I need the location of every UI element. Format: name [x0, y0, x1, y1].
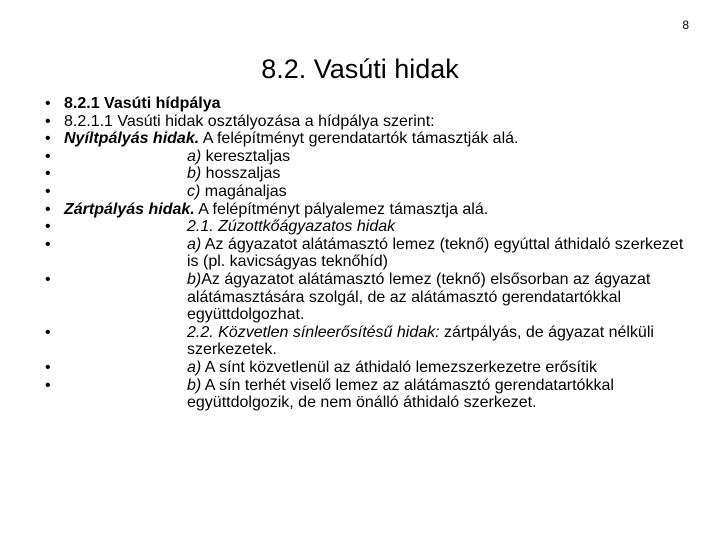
bullet-marker: • — [45, 218, 51, 236]
bullet-marker: • — [45, 147, 51, 165]
item-text: 8.2.1 Vasúti hídpálya — [64, 95, 221, 112]
item-label: 2.2. Közvetlen sínleerősítésű hidak: — [187, 323, 440, 341]
list-item — [0, 113, 720, 131]
item-text: 8.2.1.1 Vasúti hidak osztályozása a hídpálya szerint: — [64, 112, 435, 130]
item-text: magánaljas — [200, 182, 287, 200]
list-item — [0, 201, 720, 219]
page-number: 8 — [682, 18, 689, 32]
page-title: 8.2. Vasúti hidak — [261, 54, 459, 84]
item-text: 2.1. Zúzottkőágyazatos hidak — [187, 218, 396, 236]
bullet-marker: • — [45, 165, 51, 183]
bullet-marker: • — [45, 358, 51, 376]
list-item — [0, 377, 720, 412]
item-text: A felépítményt pályalemez támasztja alá. — [194, 200, 489, 218]
item-label: b) — [187, 270, 202, 288]
item-text: keresztaljas — [201, 147, 291, 165]
list-item — [0, 183, 720, 201]
item-label: a) — [187, 147, 202, 165]
item-text: zártpályás, de ágyazat nélküli szerkezetek. — [187, 323, 654, 359]
list-item — [0, 359, 720, 377]
item-label: c) — [187, 182, 201, 200]
item-text: Az ágyazatot alátámasztó lemez (teknő) egyúttal áthidaló szerkezet is (pl. kavicságyas teknőhíd) — [187, 235, 684, 271]
item-text: A sínt közvetlenül az áthidaló lemezszerkezetre erősítik — [201, 358, 597, 376]
list-item — [0, 324, 720, 359]
bullet-marker: • — [45, 95, 51, 112]
bullet-list — [0, 95, 720, 412]
item-label: a) — [187, 358, 202, 376]
list-item — [0, 271, 720, 324]
item-heading: Nyíltpályás hidak. — [64, 130, 200, 148]
item-text: Az ágyazatot alátámasztó lemez (teknő) elsősorban az ágyazat alátámasztására szolgál, de az alátámasztó gerendatartókkal együttdolgozhat. — [187, 270, 651, 324]
item-text: A sín terhét viselő lemez az alátámasztó gerendatartókkal együttdolgozik, de nem önálló áthidaló szerkezet. — [187, 376, 614, 412]
item-label: a) — [187, 235, 202, 253]
bullet-marker: • — [45, 130, 51, 148]
bullet-marker: • — [45, 200, 51, 218]
list-item — [0, 130, 720, 148]
bullet-marker: • — [45, 235, 51, 253]
item-text: A felépítményt gerendatartók támasztják alá. — [199, 130, 519, 148]
list-item — [0, 218, 720, 236]
list-item — [0, 95, 720, 113]
bullet-marker: • — [45, 270, 51, 288]
bullet-marker: • — [45, 182, 51, 200]
item-label: b) — [187, 376, 202, 394]
list-item — [0, 148, 720, 166]
list-item — [0, 165, 720, 183]
bullet-marker: • — [45, 376, 51, 394]
item-heading: Zártpályás hidak. — [64, 200, 195, 218]
bullet-marker: • — [45, 323, 51, 341]
bullet-marker: • — [45, 112, 51, 130]
item-label: b) — [187, 165, 202, 183]
list-item — [0, 236, 720, 271]
item-text: hosszaljas — [201, 165, 281, 183]
